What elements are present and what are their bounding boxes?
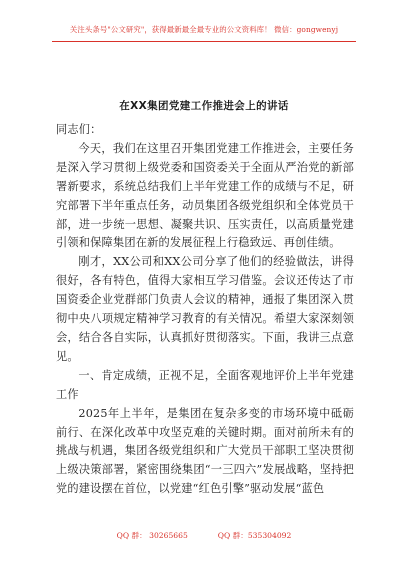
document-title: 在XX集团党建工作推进会上的讲话: [119, 100, 289, 112]
header-banner: 关注头条号"公文研究"，获得最新最全最专业的公文资料库！ 微信：gongwenyj: [69, 25, 339, 34]
paragraph-exchange: 刚才，XX公司和XX公司分享了他们的经验做法，讲得很好，各有特色，值得大家相互学习借鉴。会议还传达了市国资委企业党群部门负责人会议的精神，通报了集团深入贯彻中央八项规定精神学习教育的有关情况。希望大家深刻领会，结合各自实际，认真抓好贯彻落实。下面，我讲三点意见。: [56, 255, 354, 363]
section-heading-one: 一、肯定成绩，正视不足，全面客观地评价上半年党建工作: [56, 368, 354, 401]
greeting: 同志们：: [56, 123, 102, 136]
header-divider: [52, 41, 356, 42]
footer-qq-group-1: QQ 群： 30265665: [116, 531, 188, 540]
paragraph-first-half-review: 2025年上半年，是集团在复杂多变的市场环境中砥砺前行、在深化改革中攻坚克难的关键时期。面对前所未有的挑战与机遇，集团各级党组织和广大党员干部职工坚决贯彻上级决策部署，紧密围绕集团“一三四六”发展战略，坚持把党的建设摆在首位，以党建“红色引擎”驱动发展“蓝色: [56, 406, 354, 496]
footer-qq-group-2: QQ 群：535304092: [217, 531, 292, 540]
paragraph-opening: 今天，我们在这里召开集团党建工作推进会，主要任务是深入学习贯彻上级党委和国资委关于全面从严治党的新部署新要求，系统总结我们上半年党建工作的成绩与不足，研究部署下半年重点任务，动员集团各级党组织和全体党员干部，进一步统一思想、凝聚共识、压实责任，以高质量党建引领和保障集团在新的发展征程上行稳致远、再创佳绩。: [56, 141, 354, 250]
footer-contact: [0, 530, 408, 541]
document-body: [56, 118, 354, 499]
